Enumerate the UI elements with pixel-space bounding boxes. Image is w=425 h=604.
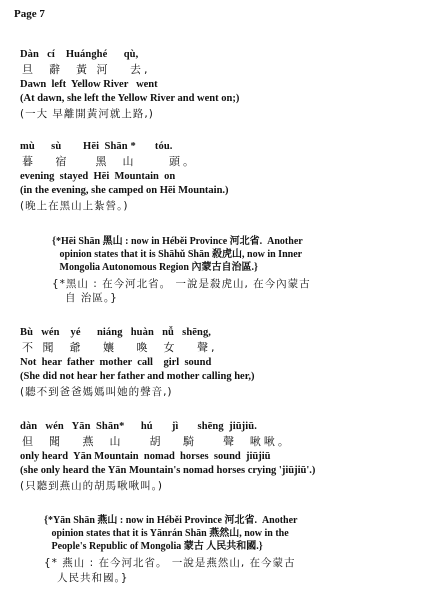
pinyin-line-1: Dàn cí Huánghé qù, — [20, 49, 139, 60]
translation-line-3: (She did not hear her father and mother calling her,) — [20, 371, 255, 382]
chinese-line-1: 旦 辭 黃 河 去, — [22, 63, 151, 76]
pinyin-line-3: Bù wén yé niáng huàn nǚ shēng, — [20, 327, 212, 338]
page-label: Page 7 — [14, 8, 45, 20]
note-2-cjk-line-1: {* 燕山 : 在今河北省。 一說是燕然山, 在今蒙古 — [44, 557, 296, 569]
note-1-line-3: Mongolia Autonomous Region 內蒙古自治區.} — [52, 262, 258, 273]
note-2-line-1: {*Yān Shān 燕山 : now in Héběi Province 河北省. Another — [44, 515, 298, 526]
translation-line-1: (At dawn, she left the Yellow River and went on;) — [20, 93, 240, 104]
modern-line-1: (一大 早離開黃河就上路,) — [20, 108, 154, 120]
gloss-line-2: evening stayed Hēi Mountain on — [20, 171, 176, 182]
gloss-line-1: Dawn left Yellow River went — [20, 79, 158, 90]
note-1-cjk-line-1: {*黑山 : 在今河北省。 一說是殺虎山, 在今內蒙古 — [52, 278, 311, 290]
note-1-line-1: {*Hēi Shān 黑山 : now in Héběi Province 河北省. Another — [52, 236, 303, 247]
pinyin-line-2: mù sù Hēi Shān * tóu. — [20, 141, 173, 152]
modern-line-3: (聽不到爸爸媽媽叫她的聲音,) — [20, 386, 173, 398]
note-1-line-2: opinion states that it is Shāhǔ Shān 殺虎山, now in Inner — [52, 249, 303, 260]
pinyin-line-4: dàn wén Yān Shān* hú jì shēng jiūjiū. — [20, 421, 257, 432]
chinese-line-3: 不 聞 爺 孃 喚 女 聲, — [22, 341, 218, 354]
note-2-line-2: opinion states that it is Yānrán Shān 燕然山, now in the — [44, 528, 289, 539]
translation-line-2: (in the evening, she camped on Hēi Mountain.) — [20, 185, 229, 196]
note-1-cjk-line-2: 自 治區。} — [52, 292, 118, 304]
translation-line-4: (she only heard the Yān Mountain's nomad horses crying 'jiūjiū'.) — [20, 465, 316, 476]
note-2-cjk-line-2: 人民共和國。} — [44, 572, 129, 584]
chinese-line-4: 但 聞 燕 山 胡 騎 聲 啾啾。 — [22, 435, 292, 448]
chinese-line-2: 暮 宿 黑 山 頭。 — [22, 155, 197, 168]
modern-line-2: (晚上在黑山上紮營。) — [20, 200, 129, 212]
note-2-line-3: People's Republic of Mongolia 蒙古 人民共和國.} — [44, 541, 263, 552]
gloss-line-4: only heard Yān Mountain nomad horses sound jiūjiū — [20, 451, 271, 462]
gloss-line-3: Not hear father mother call girl sound — [20, 357, 212, 368]
modern-line-4: (只聽到燕山的胡馬啾啾叫。) — [20, 480, 163, 492]
